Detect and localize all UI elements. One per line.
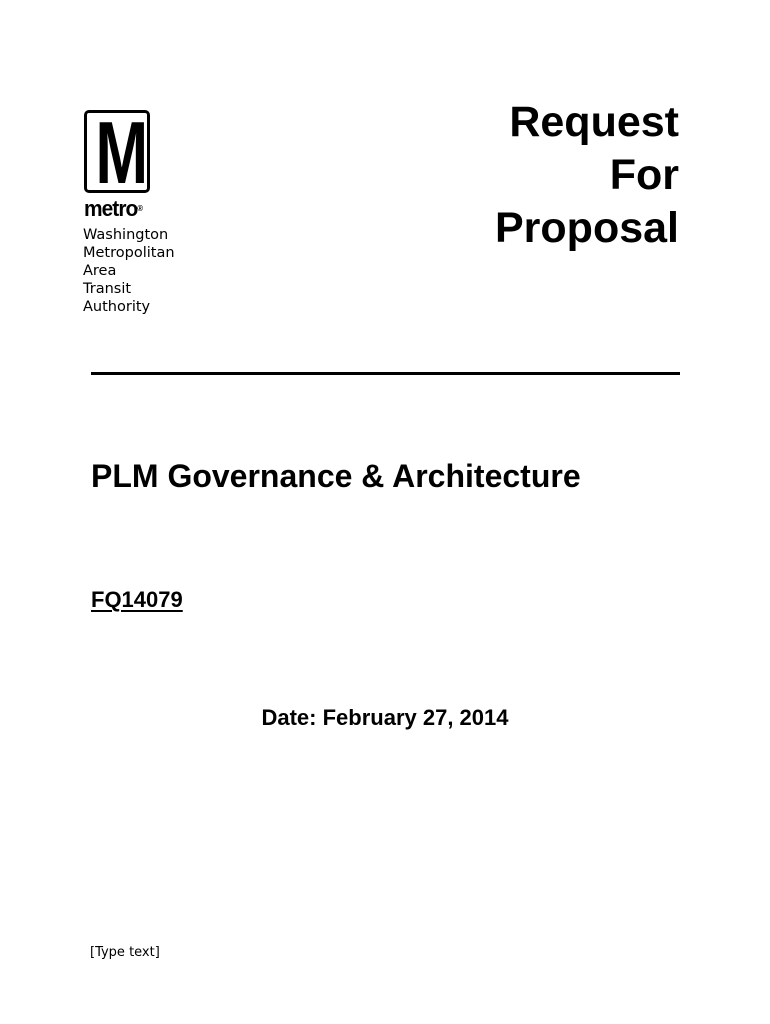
project-title: PLM Governance & Architecture (91, 458, 581, 494)
logo-letter: M (95, 103, 147, 202)
horizontal-divider (91, 372, 680, 375)
logo-wordmark (84, 198, 151, 220)
organization-line: Area (83, 263, 117, 279)
document-type-title (495, 96, 679, 255)
metro-logo (84, 103, 154, 221)
date-value: February 27, 2014 (322, 705, 509, 730)
organization-line: Authority (83, 299, 151, 315)
organization-line: Washington (83, 227, 169, 243)
date-label: Date: (261, 705, 317, 730)
organization-line: Transit (83, 281, 132, 297)
logo-wordmark-text: metro (84, 196, 138, 221)
document-type-line: For (609, 151, 679, 199)
registered-mark: ® (137, 204, 143, 213)
footer-placeholder-text[interactable]: [Type text] (90, 945, 160, 960)
metro-m-pylon-icon (84, 103, 150, 202)
organization-name (83, 226, 175, 316)
rfp-number: FQ14079 (91, 587, 183, 612)
organization-line: Metropolitan (83, 245, 175, 261)
document-type-line: Proposal (495, 204, 679, 252)
issue-date (0, 704, 770, 732)
document-type-line: Request (509, 98, 679, 146)
